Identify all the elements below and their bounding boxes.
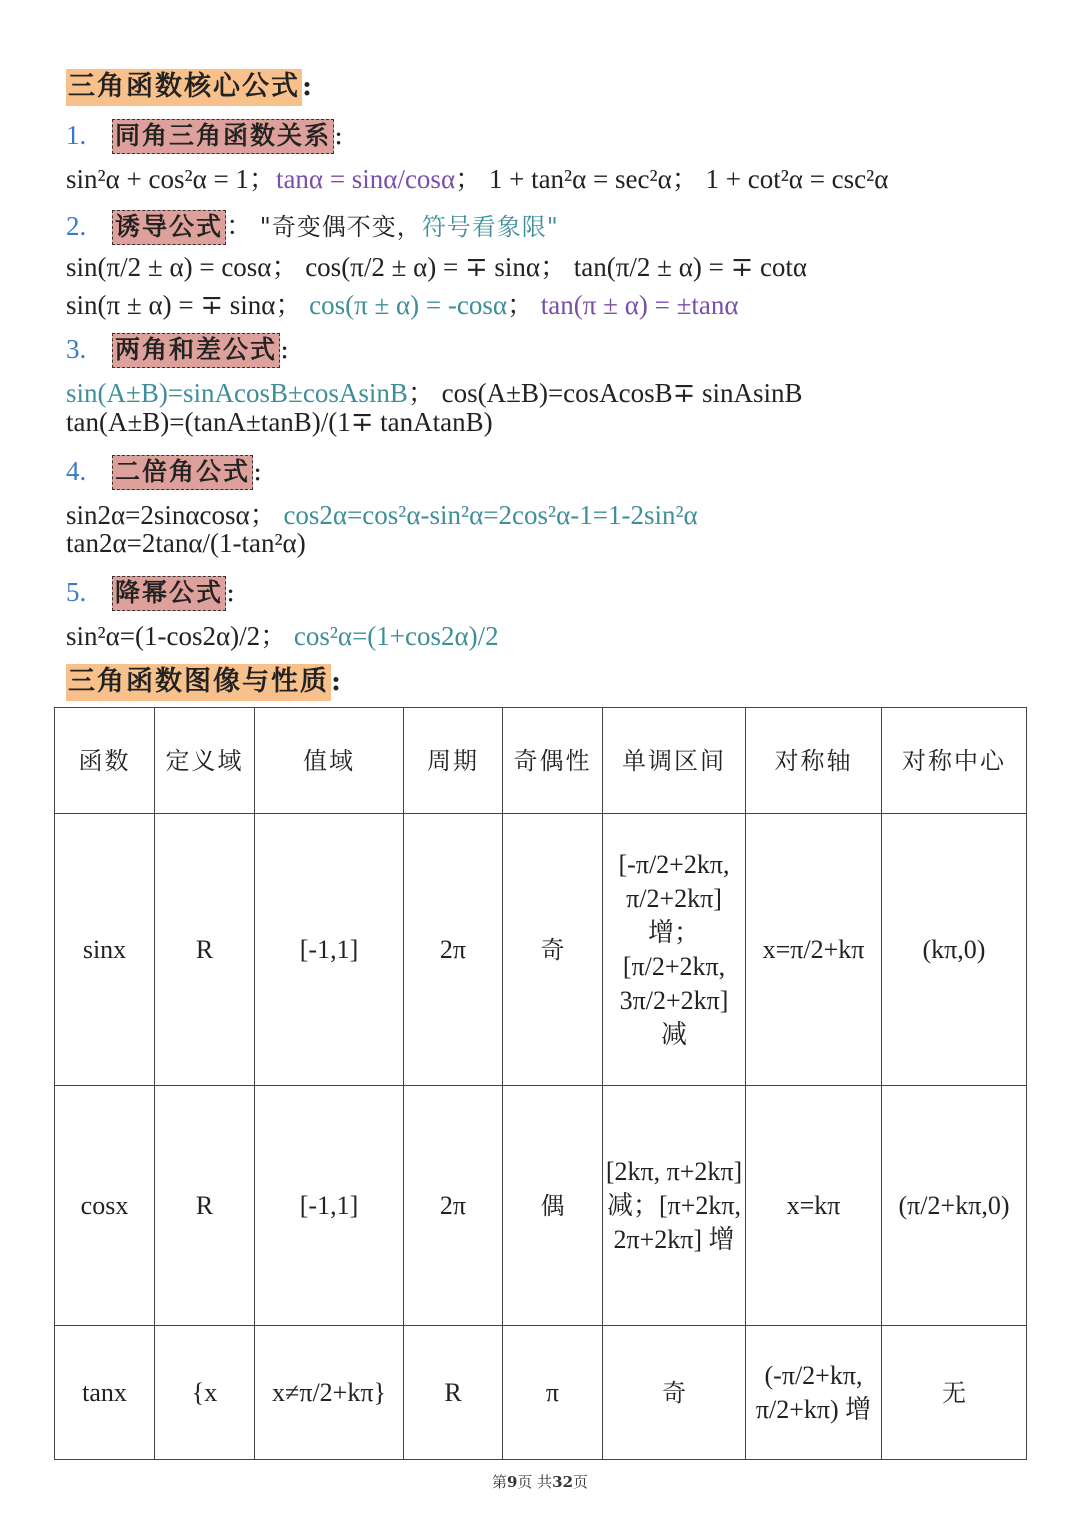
table-cell: x≠π/2+kπ} <box>255 1326 404 1460</box>
formula-text: sin²α=(1-cos2α)/2； <box>66 621 294 651</box>
table-cell: 偶 <box>503 1086 603 1326</box>
mnemonic-note: "奇变偶不变， <box>259 213 422 241</box>
table-cell: {x <box>155 1326 255 1460</box>
formula-line <box>66 157 888 196</box>
colon: : <box>331 666 343 697</box>
table-cell: [2kπ, π+2kπ] 减；[π+2kπ, 2π+2kπ] 增 <box>603 1086 746 1326</box>
table-cell: π <box>503 1326 603 1460</box>
item-number: 4. <box>66 456 87 486</box>
table-row <box>55 1326 1027 1460</box>
table-cell: tanx <box>55 1326 155 1460</box>
formula-text-highlighted: sin(A±B)=sinAcosB±cosAsinB <box>66 378 408 408</box>
table-cell: x=π/2+kπ <box>746 814 882 1086</box>
formula-text: tan2α=2tanα/(1-tan²α) <box>66 528 306 558</box>
table-cell: sinx <box>55 814 155 1086</box>
item-heading-5 <box>66 573 235 609</box>
table-header-cell: 单调区间 <box>603 708 746 814</box>
table-header-cell: 对称中心 <box>882 708 1027 814</box>
table-header-cell: 定义域 <box>155 708 255 814</box>
formula-text-highlighted: tanα = sinα/cosα <box>275 164 456 194</box>
formula-line <box>66 407 493 438</box>
item-number: 1. <box>66 120 87 150</box>
table-cell: R <box>404 1326 503 1460</box>
colon: : <box>280 334 290 365</box>
formula-text: ； cos(A±B)=cosAcosB∓ sinAsinB <box>407 378 803 408</box>
item-number: 3. <box>66 334 87 364</box>
section-title: 三角函数图像与性质 <box>66 664 331 701</box>
page-footer <box>0 1471 1080 1492</box>
mnemonic-note-highlighted: 符号看象限" <box>421 213 559 241</box>
table-cell: R <box>155 814 255 1086</box>
item-number: 2. <box>66 211 87 241</box>
item-title: 二倍角公式 <box>112 455 253 490</box>
footer-text: 第 <box>491 1473 507 1491</box>
formula-text-highlighted: cos2α=cos²α-sin²α=2cos²α-1=1-2sin²α <box>283 500 698 530</box>
table-cell: (-π/2+kπ, π/2+kπ) 增 <box>746 1326 882 1460</box>
formula-line <box>66 245 807 284</box>
item-heading-1 <box>66 116 343 152</box>
table-cell: 奇 <box>503 814 603 1086</box>
section-title: 三角函数核心公式 <box>66 69 302 106</box>
formula-text-highlighted: cos²α=(1+cos2α)/2 <box>293 621 499 651</box>
table-cell: [-π/2+2kπ, π/2+2kπ] 增；[π/2+2kπ, 3π/2+2kπ] 减 <box>603 814 746 1086</box>
table-header-cell: 函数 <box>55 708 155 814</box>
footer-text: 页 共 <box>517 1473 553 1491</box>
table-cell: x=kπ <box>746 1086 882 1326</box>
table-cell: 2π <box>404 814 503 1086</box>
colon: : <box>253 456 263 487</box>
table-cell: 无 <box>882 1326 1027 1460</box>
table-header-cell: 值域 <box>255 708 404 814</box>
formula-line <box>66 283 739 322</box>
colon: : <box>302 71 314 102</box>
table-row <box>55 814 1027 1086</box>
table-cell: (kπ,0) <box>882 814 1027 1086</box>
formula-text: sin(π ± α) = ∓ sinα； <box>66 290 310 320</box>
section-heading-properties <box>66 659 343 698</box>
table-header-cell: 对称轴 <box>746 708 882 814</box>
formula-line <box>66 528 306 559</box>
table-cell: [-1,1] <box>255 1086 404 1326</box>
formula-text-highlighted: tan(π ± α) = ±tanα <box>540 290 739 320</box>
formula-line <box>66 614 499 653</box>
colon: ： <box>226 211 254 242</box>
table-cell: R <box>155 1086 255 1326</box>
table-cell: cosx <box>55 1086 155 1326</box>
total-pages: 32 <box>552 1473 574 1491</box>
item-heading-4 <box>66 452 262 488</box>
item-title: 两角和差公式 <box>112 333 280 368</box>
item-heading-2 <box>66 204 559 243</box>
formula-text: ； 1 + tan²α = sec²α； 1 + cot²α = csc²α <box>455 164 889 194</box>
properties-table <box>54 707 1027 1460</box>
formula-text: tan(A±B)=(tanA±tanB)/(1∓ tanAtanB) <box>66 407 493 437</box>
item-title: 降幂公式 <box>112 576 226 611</box>
footer-text: 页 <box>573 1473 589 1491</box>
section-heading-formulas <box>66 64 314 103</box>
formula-line <box>66 371 803 410</box>
formula-text: sin(π/2 ± α) = cosα； cos(π/2 ± α) = ∓ sinα； tan(π/2 ± α) = ∓ cotα <box>66 252 808 282</box>
table-cell: (π/2+kπ,0) <box>882 1086 1027 1326</box>
formula-text-highlighted: cos(π ± α) = -cosα <box>309 290 508 320</box>
formula-text: sin2α=2sinαcosα； <box>66 500 284 530</box>
item-title: 诱导公式 <box>112 210 226 245</box>
item-title: 同角三角函数关系 <box>112 119 334 154</box>
formula-text: ； <box>507 290 541 320</box>
table-cell: [-1,1] <box>255 814 404 1086</box>
table-row <box>55 1086 1027 1326</box>
item-heading-3 <box>66 330 289 366</box>
table-header-cell: 周期 <box>404 708 503 814</box>
table-cell: 2π <box>404 1086 503 1326</box>
colon: : <box>334 120 344 151</box>
table-cell: 奇 <box>603 1326 746 1460</box>
table-header-cell: 奇偶性 <box>503 708 603 814</box>
formula-line <box>66 493 698 532</box>
item-number: 5. <box>66 577 87 607</box>
table-header-row <box>55 708 1027 814</box>
colon: : <box>226 577 236 608</box>
page-number: 9 <box>506 1473 518 1491</box>
formula-text: sin²α + cos²α = 1； <box>66 164 276 194</box>
